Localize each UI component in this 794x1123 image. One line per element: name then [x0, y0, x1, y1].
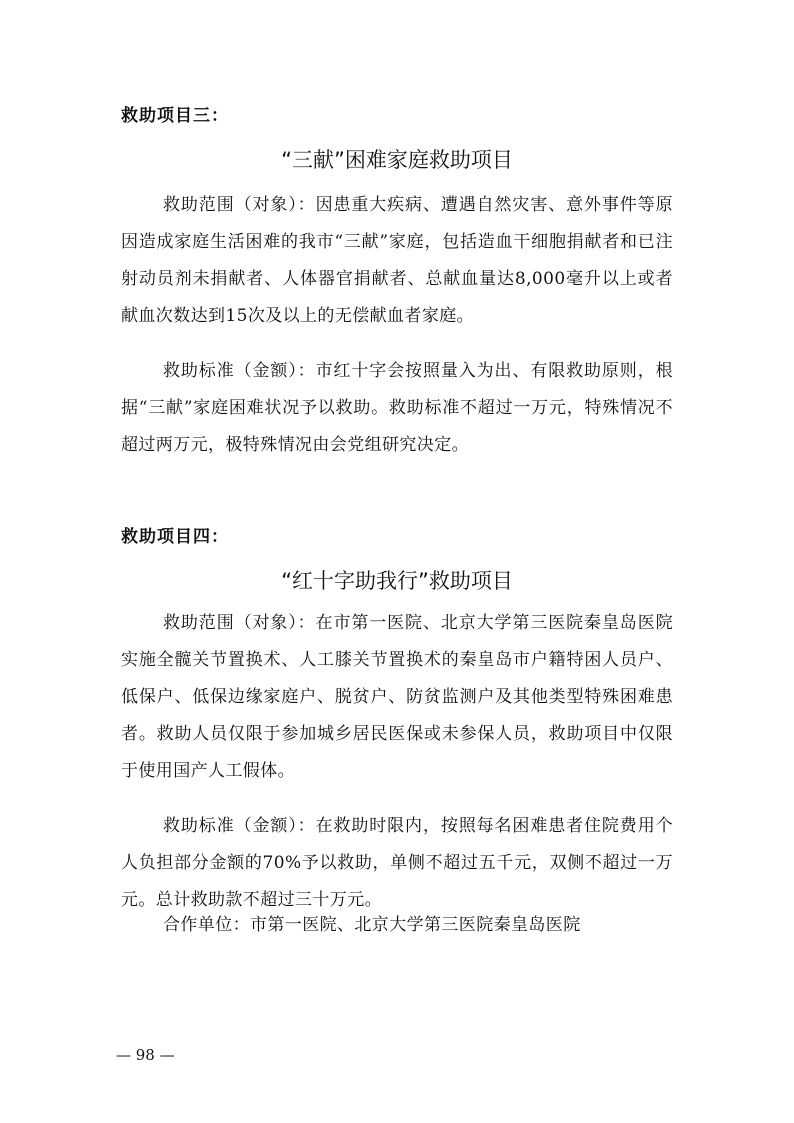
paragraph-standard-4: 救助标准（金额）：在救助时限内，按照每名困难患者住院费用个人负担部分金额的70%予以救助，单侧不超过五千元，双侧不超过一万元。总计救助款不超过三十万元。	[121, 816, 673, 910]
paragraph-standard-3: 救助标准（金额）：市红十字会按照量入为出、有限救助原则，根据“三献”家庭困难状况予以救助。救助标准不超过一万元，特殊情况不超过两万元，极特殊情况由会党组研究决定。	[121, 361, 673, 455]
section-title-4: “红十字助我行”救助项目	[281, 569, 513, 593]
paragraph-scope-3: 救助范围（对象）：因患重大疾病、遭遇自然灾害、意外事件等原因造成家庭生活困难的我市“三献”家庭，包括造血干细胞捐献者和已注射动员剂未捐献者、人体器官捐献者、总献血量达8,000毫升以上或者献血次数达到15次及以上的无偿献血者家庭。	[121, 195, 673, 326]
section-title-3: “三献”困难家庭救助项目	[281, 148, 513, 172]
paragraph-scope-4: 救助范围（对象）：在市第一医院、北京大学第三医院秦皇岛医院实施全髋关节置换术、人工膝关节置换术的秦皇岛市户籍特困人员户、低保户、低保边缘家庭户、脱贫户、防贫监测户及其他类型特殊困难患者。救助人员仅限于参加城乡居民医保或未参保人员，救助项目中仅限于使用国产人工假体。	[121, 613, 673, 781]
page-number: — 98 —	[116, 1046, 175, 1064]
section-label-3: 救助项目三：	[121, 106, 229, 126]
paragraph-partners-4: 合作单位：市第一医院、北京大学第三医院秦皇岛医院	[163, 915, 581, 935]
section-label-4: 救助项目四：	[121, 527, 229, 547]
